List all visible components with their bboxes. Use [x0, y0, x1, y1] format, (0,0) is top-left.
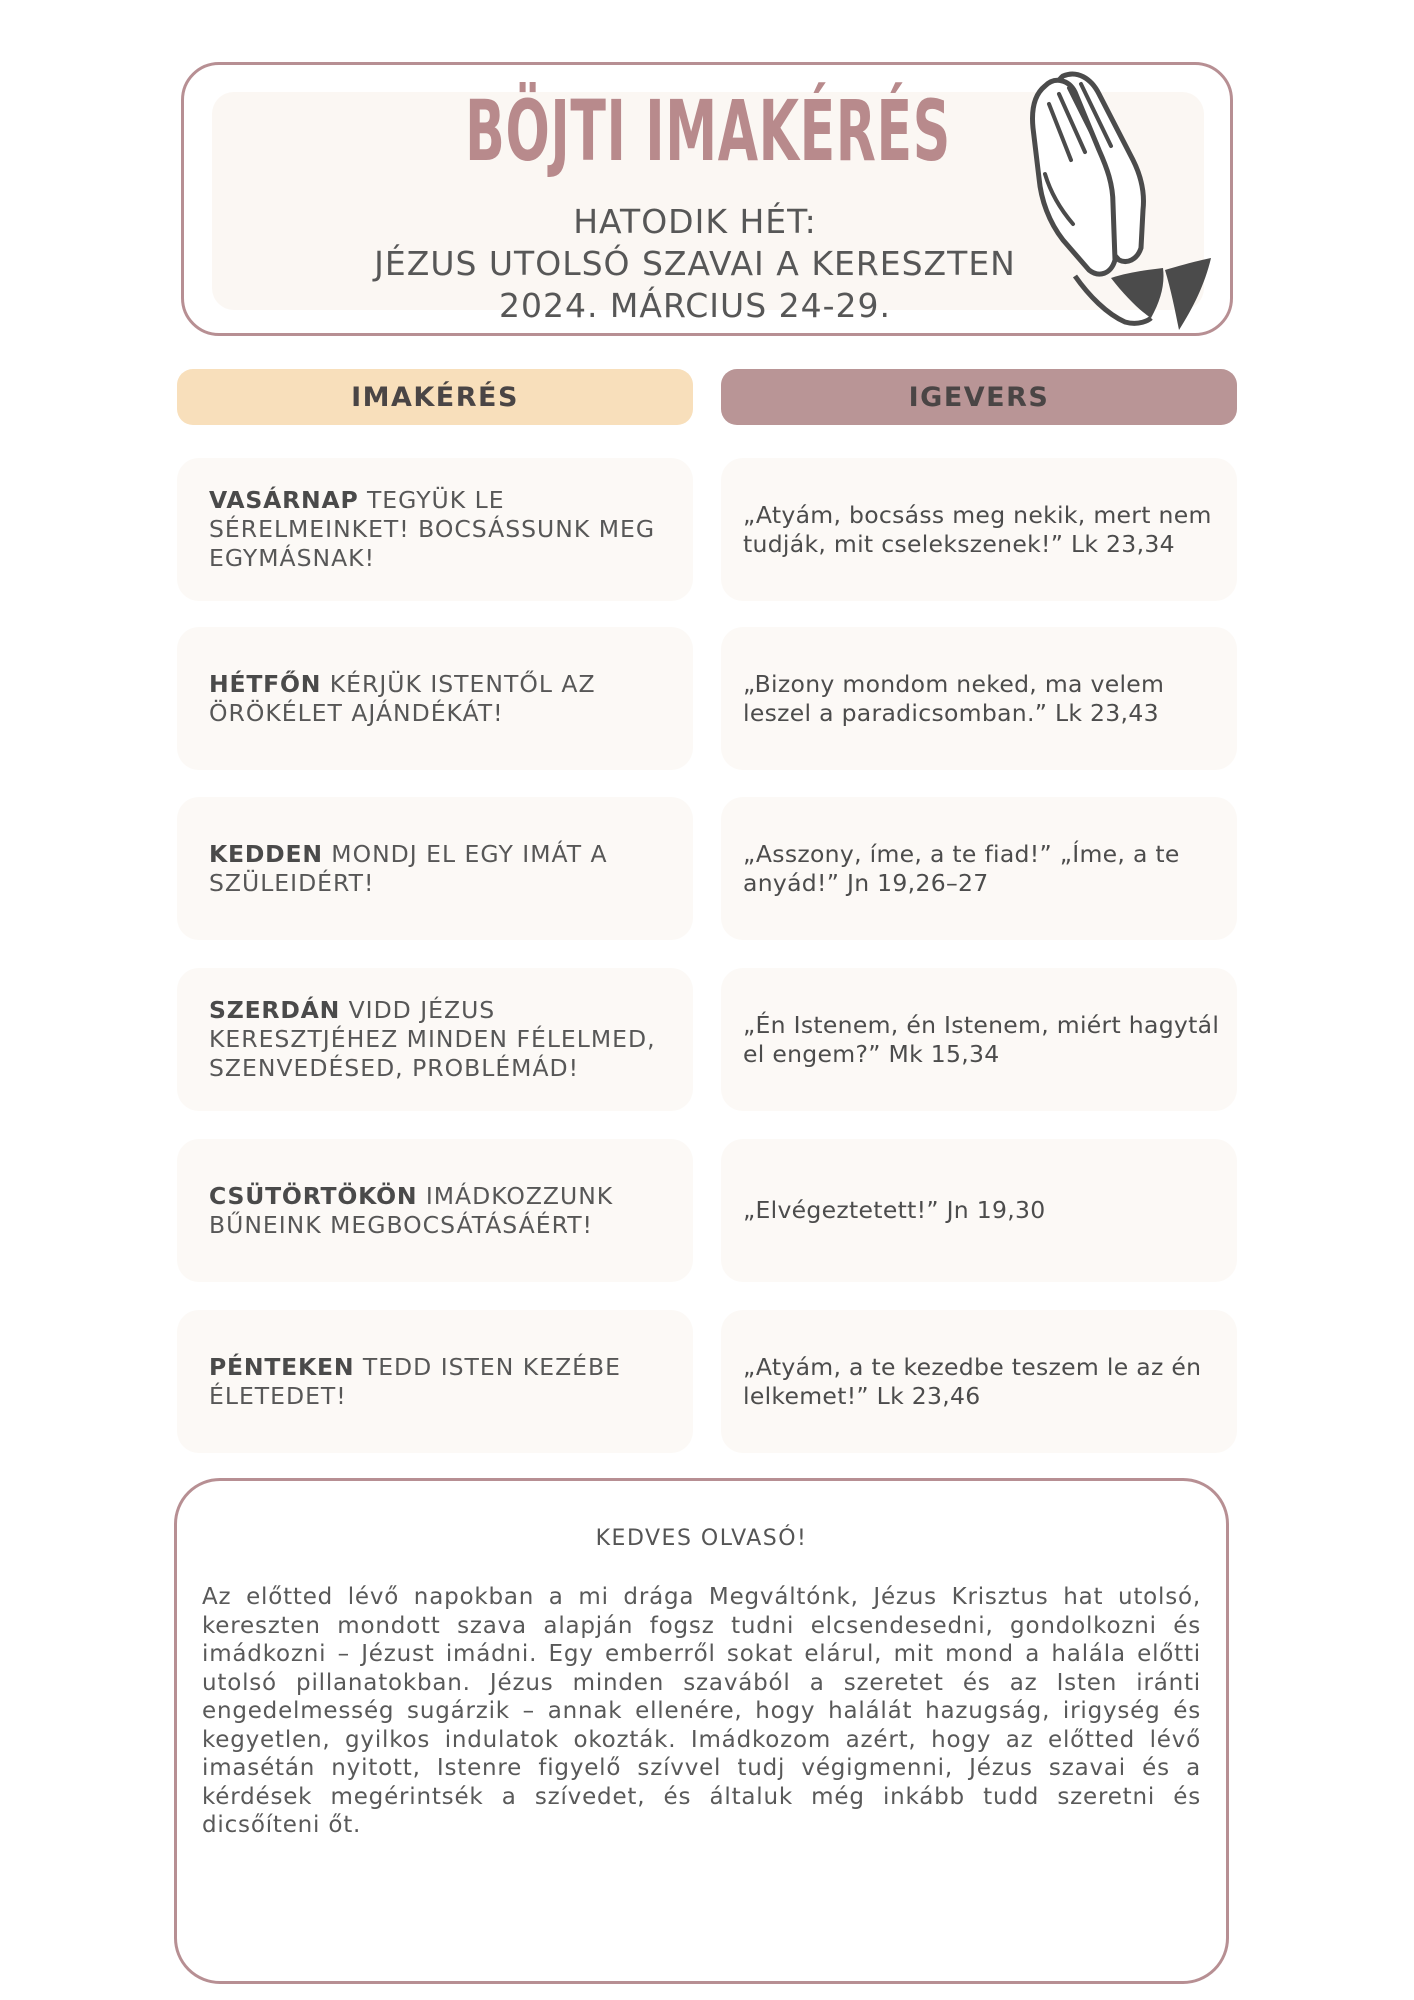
prayer-text: IMÁDKOZZUNK BŰNEINK MEGBOCSÁTÁSÁÉRT! [209, 1181, 614, 1239]
day-label: KEDDEN [209, 839, 323, 868]
day-label: VASÁRNAP [209, 486, 359, 514]
column-header-prayer: IMAKÉRÉS [177, 369, 693, 425]
prayer-text: VIDD JÉZUS KERESZTJÉHEZ MINDEN FÉLELMED, SZENVEDÉSED, PROBLÉMÁD! [209, 996, 656, 1082]
column-header-verse: IGEVERS [721, 369, 1237, 425]
prayer-text: MONDJ EL EGY IMÁT A SZÜLEIDÉRT! [209, 839, 608, 897]
verse-text: „Asszony, íme, a te fiad!” „Íme, a te anyád!” Jn 19,26–27 [743, 839, 1180, 897]
praying-hands-icon [1015, 64, 1215, 336]
prayer-card-thursday [177, 1139, 693, 1282]
verse-card-thursday [721, 1139, 1237, 1282]
prayer-card-monday [177, 627, 693, 770]
reader-title: KEDVES OLVASÓ! [595, 1526, 808, 1551]
prayer-card-wednesday [177, 968, 693, 1111]
prayer-text: KÉRJÜK ISTENTŐL AZ ÖRÖKÉLET AJÁNDÉKÁT! [209, 669, 596, 727]
page-title: BÖJTI IMAKÉRÉS [465, 82, 951, 180]
prayer-card-friday [177, 1310, 693, 1453]
verse-text: „Bizony mondom neked, ma velem leszel a paradicsomban.” Lk 23,43 [743, 669, 1165, 727]
subtitle-dates: 2024. MÁRCIUS 24-29. [498, 286, 892, 325]
verse-text: „Én Istenem, én Istenem, miért hagytál el engem?” Mk 15,34 [743, 1010, 1220, 1068]
prayer-text: TEGYÜK LE SÉRELMEINKET! BOCSÁSSUNK MEG EGYMÁSNAK! [209, 486, 656, 572]
verse-card-tuesday [721, 797, 1237, 940]
verse-card-wednesday [721, 968, 1237, 1111]
verse-card-sunday [721, 458, 1237, 601]
verse-text: „Atyám, bocsáss meg nekik, mert nem tudják, mit cselekszenek!” Lk 23,34 [743, 500, 1212, 558]
verse-text: „Atyám, a te kezedbe teszem le az én lelkemet!” Lk 23,46 [743, 1352, 1202, 1410]
day-label: PÉNTEKEN [209, 1352, 355, 1381]
subtitle-theme: JÉZUS UTOLSÓ SZAVAI A KERESZTEN [374, 244, 1016, 283]
verse-card-friday [721, 1310, 1237, 1453]
prayer-text: TEDD ISTEN KEZÉBE ÉLETEDET! [209, 1352, 621, 1410]
day-label: SZERDÁN [209, 996, 341, 1024]
verse-text: „Elvégeztetett!” Jn 19,30 [743, 1196, 1046, 1224]
prayer-card-sunday [177, 458, 693, 601]
day-label: CSÜTÖRTÖKÖN [209, 1181, 418, 1210]
reader-body: Az előtted lévő napokban a mi drága Megváltónk, Jézus Krisztus hat utolsó, kereszten mondott szava alapján fogsz tudni elcsendesedni, gondolkozni és imádkozni – Jézust imádni. Egy emberről sokat elárul, mit mond a halála előtti utolsó pillanatokban. Jézus minden szavából a szeretet és az Isten iránti engedelmesség sugárzik – annak ellenére, hogy halálát hazugság, irigység és kegyetlen, gyilkos indulatok okozták. Imádkozom azért, hogy az előtted lévő imasétán nyitott, Istenre figyelő szívvel tudj végigmenni, Jézus szavai és a kérdések megérintsék a szívedet, és általuk még inkább tudd szeretni és dicsőíteni őt. [202, 1584, 1201, 1838]
prayer-card-tuesday [177, 797, 693, 940]
subtitle-week: HATODIK HÉT: [573, 202, 817, 241]
day-label: HÉTFŐN [209, 669, 322, 698]
verse-card-monday [721, 627, 1237, 770]
